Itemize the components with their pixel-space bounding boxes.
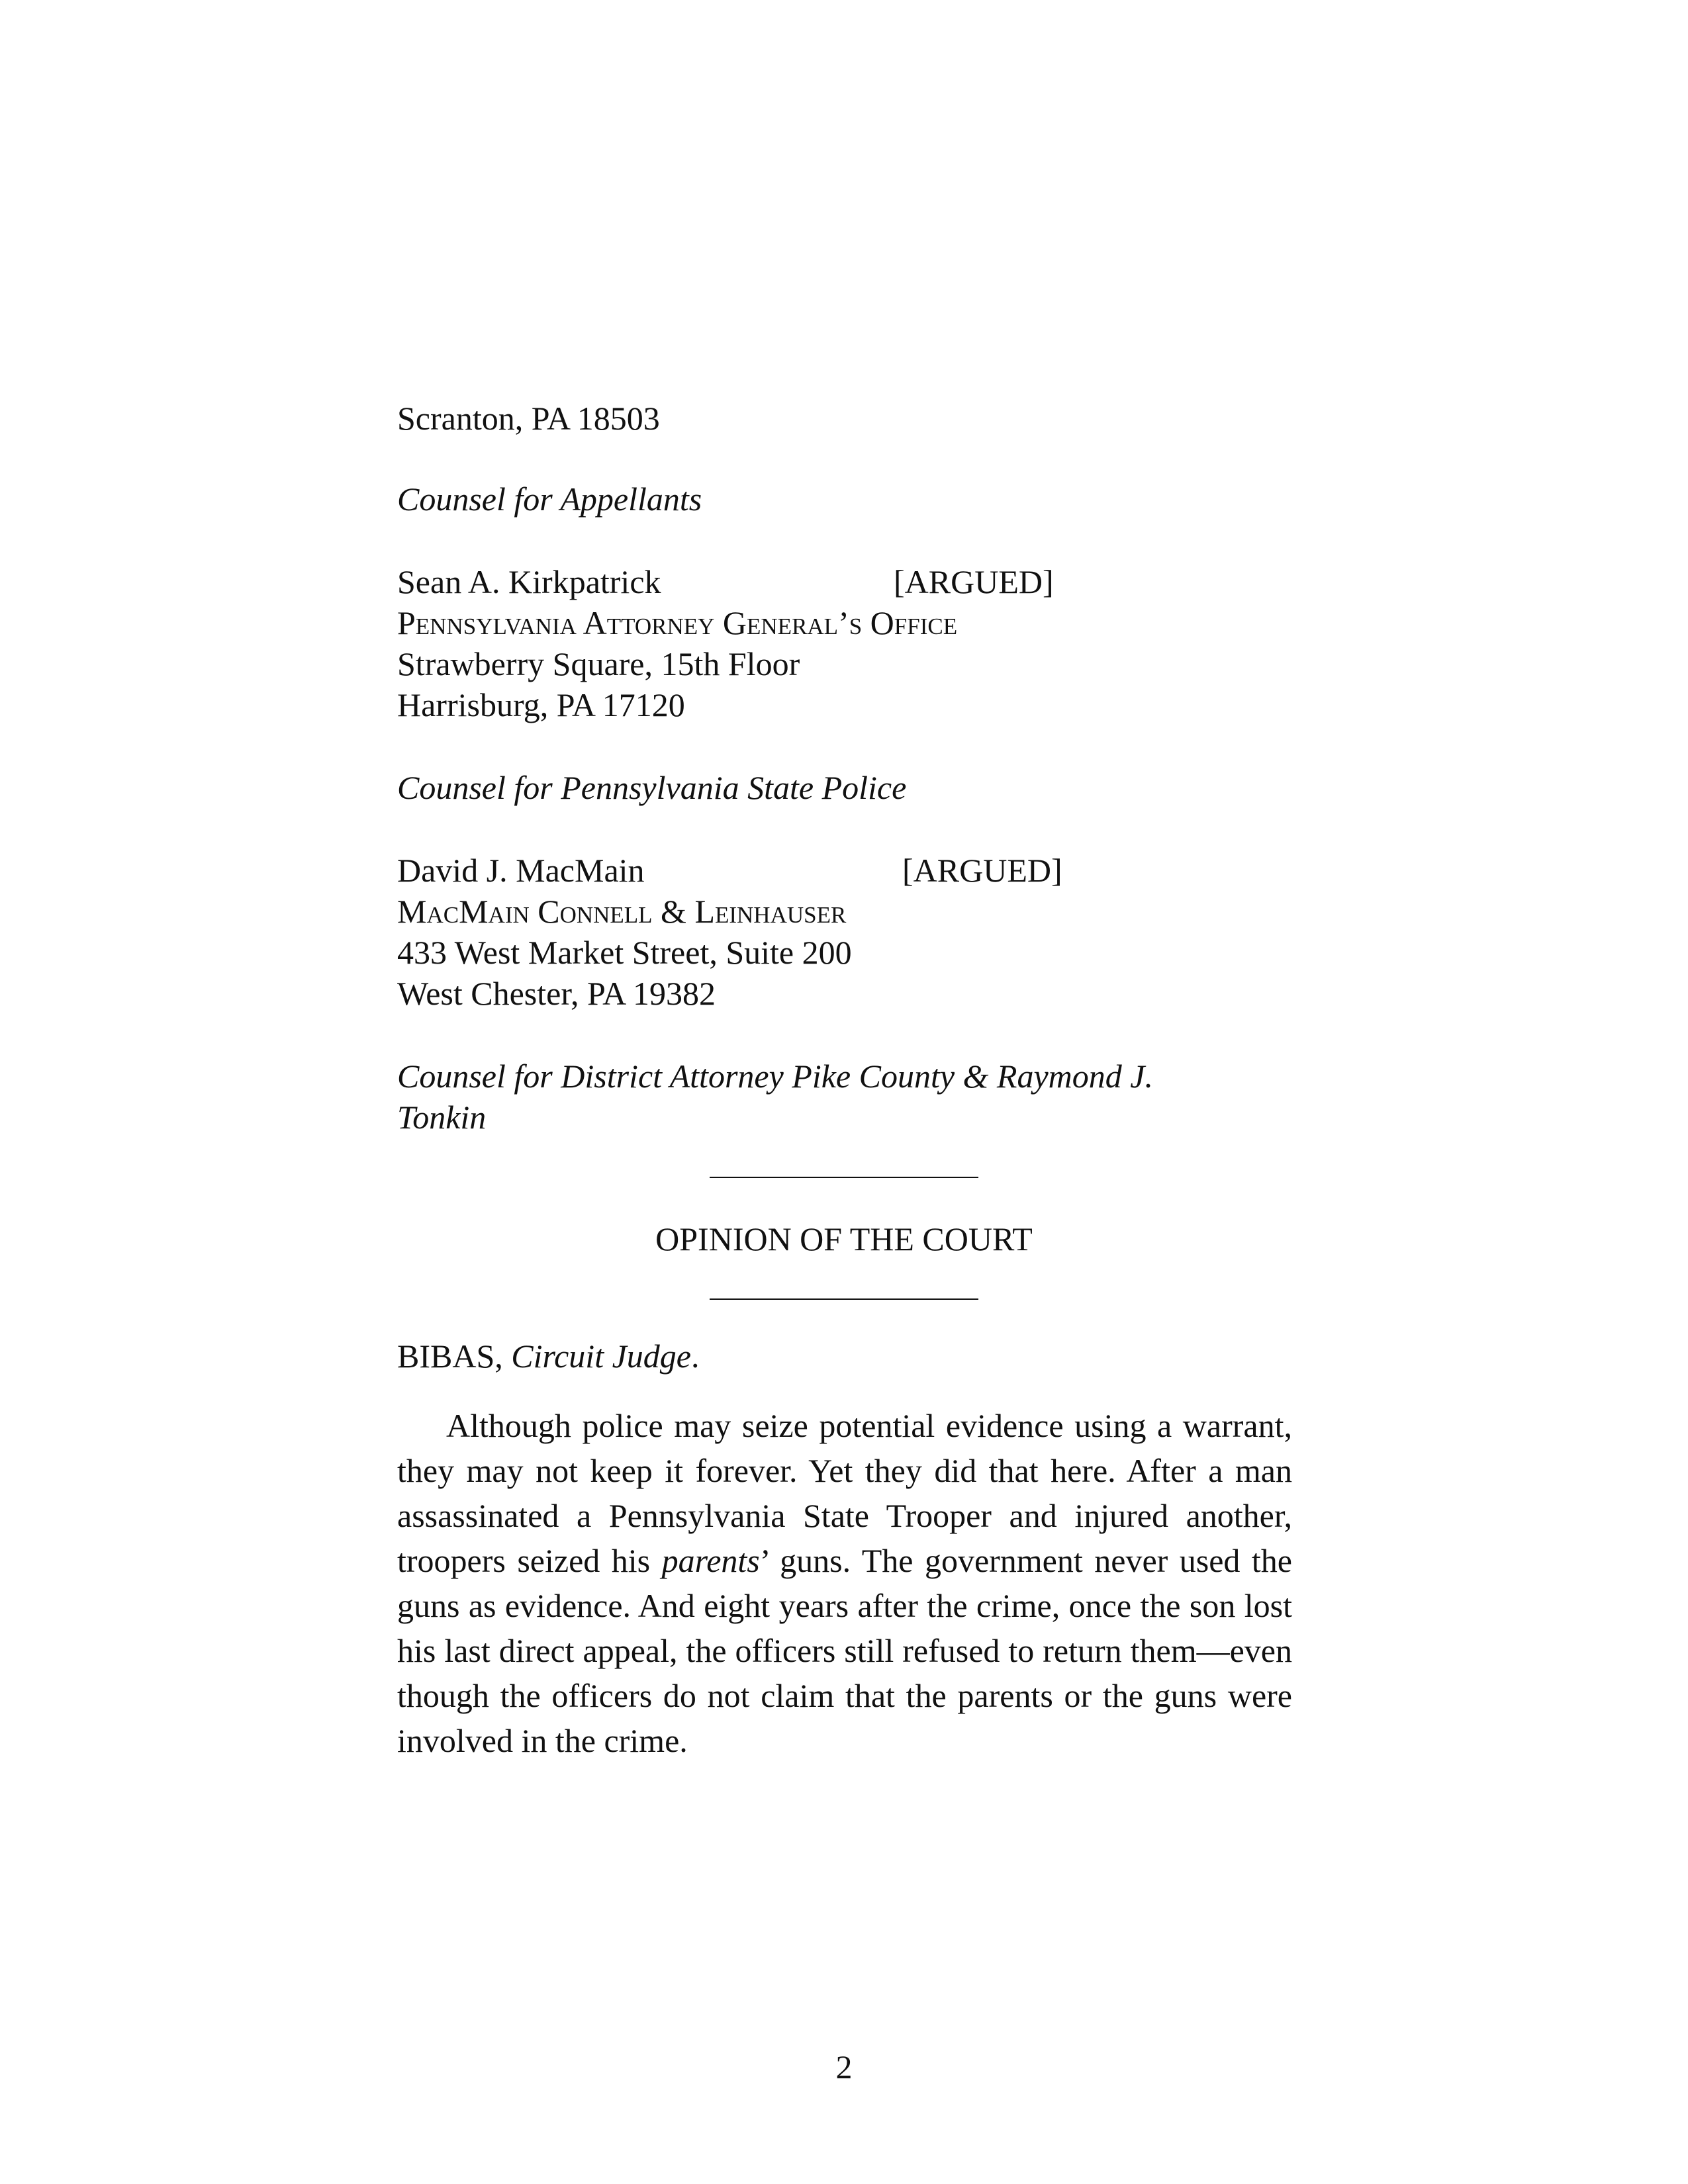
judge-name: BIBAS, — [397, 1338, 512, 1375]
paragraph-text-part1: Although police may seize potential evidence using a warrant, they may not keep it forever. Yet they did that here. After a man assassinated a Pennsylvania State Trooper and injured another, troopers seized his — [397, 1407, 1292, 1579]
state-police-counsel-role: Counsel for Pennsylvania State Police — [397, 769, 907, 806]
heading-bottom-rule — [710, 1298, 978, 1300]
heading-top-rule — [710, 1177, 978, 1178]
paragraph-text-part2: ’ guns. The government never used the guns as evidence. And eight years after the crime, once the son lost his last direct appeal, the officers still refused to return them—even though the officers do not claim that the parents or the guns were involved in the crime. — [397, 1542, 1292, 1759]
state-police-argued-tag: [ARGUED] — [894, 563, 1054, 600]
state-police-firm: Pennsylvania Attorney General’s Office — [397, 604, 958, 641]
district-attorney-attorney-name: David J. MacMain — [397, 852, 645, 889]
district-attorney-address1: 433 West Market Street, Suite 200 — [397, 934, 852, 971]
page-number: 2 — [835, 2048, 853, 2085]
paragraph-emphasis: parents — [661, 1542, 760, 1579]
appellants-counsel-role: Counsel for Appellants — [397, 480, 702, 518]
judge-line — [397, 1336, 699, 1377]
state-police-attorney-name: Sean A. Kirkpatrick — [397, 563, 661, 600]
opinion-paragraph — [397, 1403, 1292, 1763]
judge-title: Circuit Judge — [511, 1338, 691, 1375]
judge-period: . — [690, 1338, 700, 1375]
district-attorney-counsel-role-line1: Counsel for District Attorney Pike County & Raymond J. — [397, 1058, 1153, 1095]
state-police-address2: Harrisburg, PA 17120 — [397, 686, 685, 723]
district-attorney-argued-tag: [ARGUED] — [902, 852, 1062, 889]
district-attorney-counsel-role-line2: Tonkin — [397, 1099, 487, 1136]
appellants-address-line: Scranton, PA 18503 — [397, 400, 660, 437]
opinion-heading: OPINION OF THE COURT — [655, 1220, 1033, 1257]
district-attorney-firm: MacMain Connell & Leinhauser — [397, 893, 847, 930]
district-attorney-address2: West Chester, PA 19382 — [397, 975, 716, 1012]
state-police-address1: Strawberry Square, 15th Floor — [397, 645, 800, 682]
